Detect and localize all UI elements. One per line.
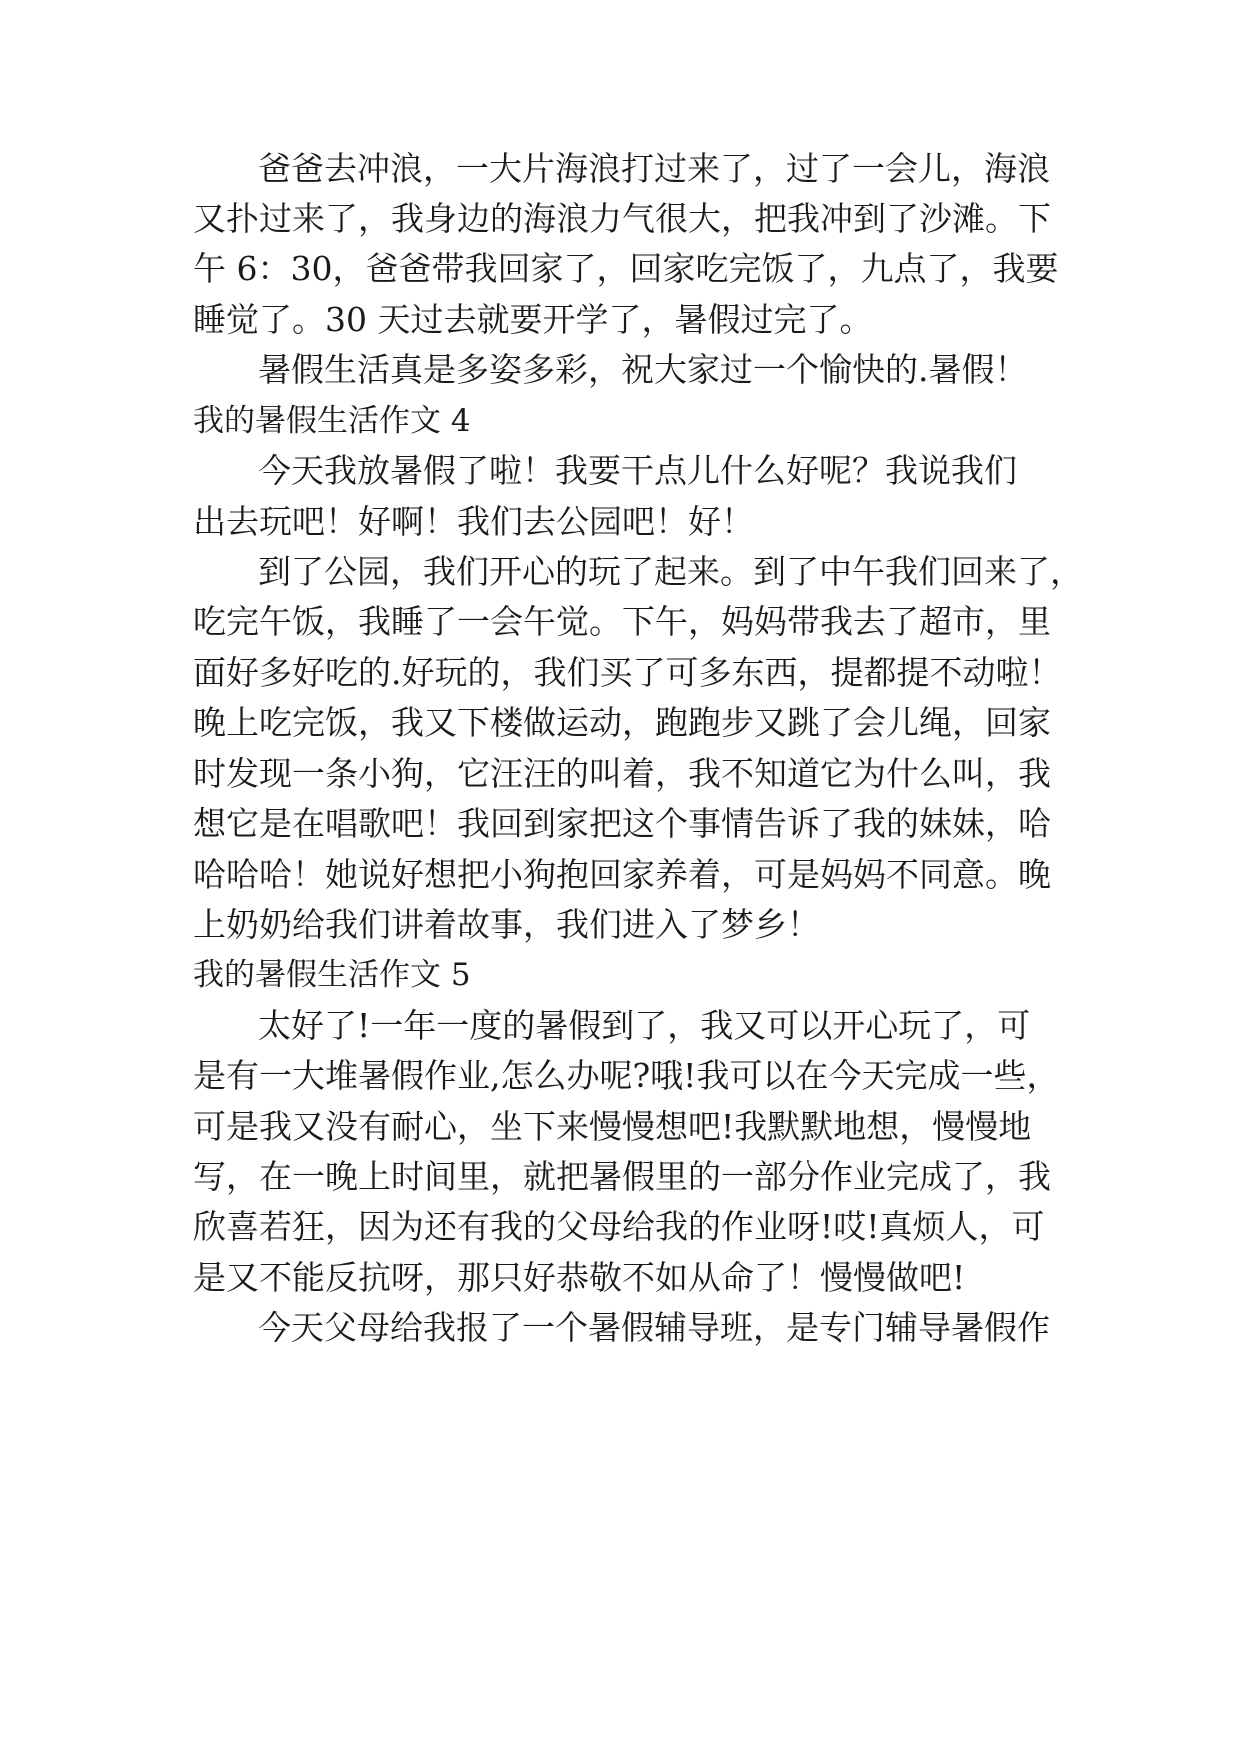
paragraph-line: 是又不能反抗呀，那只好恭敬不如从命了！慢慢做吧! — [193, 1258, 966, 1297]
paragraph-line: 哈哈哈！她说好想把小狗抱回家养着，可是妈妈不同意。晚 — [193, 855, 1051, 894]
paragraph-line: 可是我又没有耐心，坐下来慢慢想吧!我默默地想，慢慢地 — [193, 1107, 1032, 1146]
paragraph-line: 晚上吃完饭，我又下楼做运动，跑跑步又跳了会儿绳，回家 — [193, 703, 1051, 742]
paragraph-line: 吃完午饭，我睡了一会午觉。下午，妈妈带我去了超市，里 — [193, 602, 1051, 641]
paragraph-line: 睡觉了。30 天过去就要开学了，暑假过完了。 — [193, 300, 873, 339]
paragraph-line: 时发现一条小狗，它汪汪的叫着，我不知道它为什么叫，我 — [193, 754, 1051, 793]
paragraph-line: 暑假生活真是多姿多彩，祝大家过一个愉快的.暑假！ — [258, 350, 1028, 389]
paragraph-line: 出去玩吧！好啊！我们去公园吧！好！ — [193, 502, 754, 541]
paragraph-line: 到了公园，我们开心的玩了起来。到了中午我们回来了， — [258, 552, 1083, 591]
paragraph-line: 面好多好吃的.好玩的，我们买了可多东西，提都提不动啦！ — [193, 653, 1062, 692]
paragraph-line: 太好了!一年一度的暑假到了，我又可以开心玩了，可 — [258, 1006, 1031, 1045]
paragraph-line: 今天我放暑假了啦！我要干点儿什么好呢？我说我们 — [258, 451, 1017, 490]
paragraph-line: 今天父母给我报了一个暑假辅导班，是专门辅导暑假作 — [258, 1308, 1050, 1347]
section-heading: 我的暑假生活作文 4 — [193, 403, 471, 439]
paragraph-line: 午 6：30，爸爸带我回家了，回家吃完饭了，九点了，我要 — [193, 249, 1059, 288]
section-heading: 我的暑假生活作文 5 — [193, 957, 471, 993]
paragraph-line: 写，在一晚上时间里，就把暑假里的一部分作业完成了，我 — [193, 1157, 1051, 1196]
paragraph-line: 欣喜若狂，因为还有我的父母给我的作业呀!哎!真烦人，可 — [193, 1207, 1045, 1246]
paragraph-line: 爸爸去冲浪，一大片海浪打过来了，过了一会儿，海浪 — [258, 149, 1050, 188]
paragraph-line: 是有一大堆暑假作业,怎么办呢?哦!我可以在今天完成一些， — [193, 1056, 1060, 1095]
paragraph-line: 又扑过来了，我身边的海浪力气很大，把我冲到了沙滩。下 — [193, 199, 1051, 238]
paragraph-line: 想它是在唱歌吧！我回到家把这个事情告诉了我的妹妹，哈 — [193, 804, 1051, 843]
paragraph-line: 上奶奶给我们讲着故事，我们进入了梦乡！ — [193, 905, 820, 944]
